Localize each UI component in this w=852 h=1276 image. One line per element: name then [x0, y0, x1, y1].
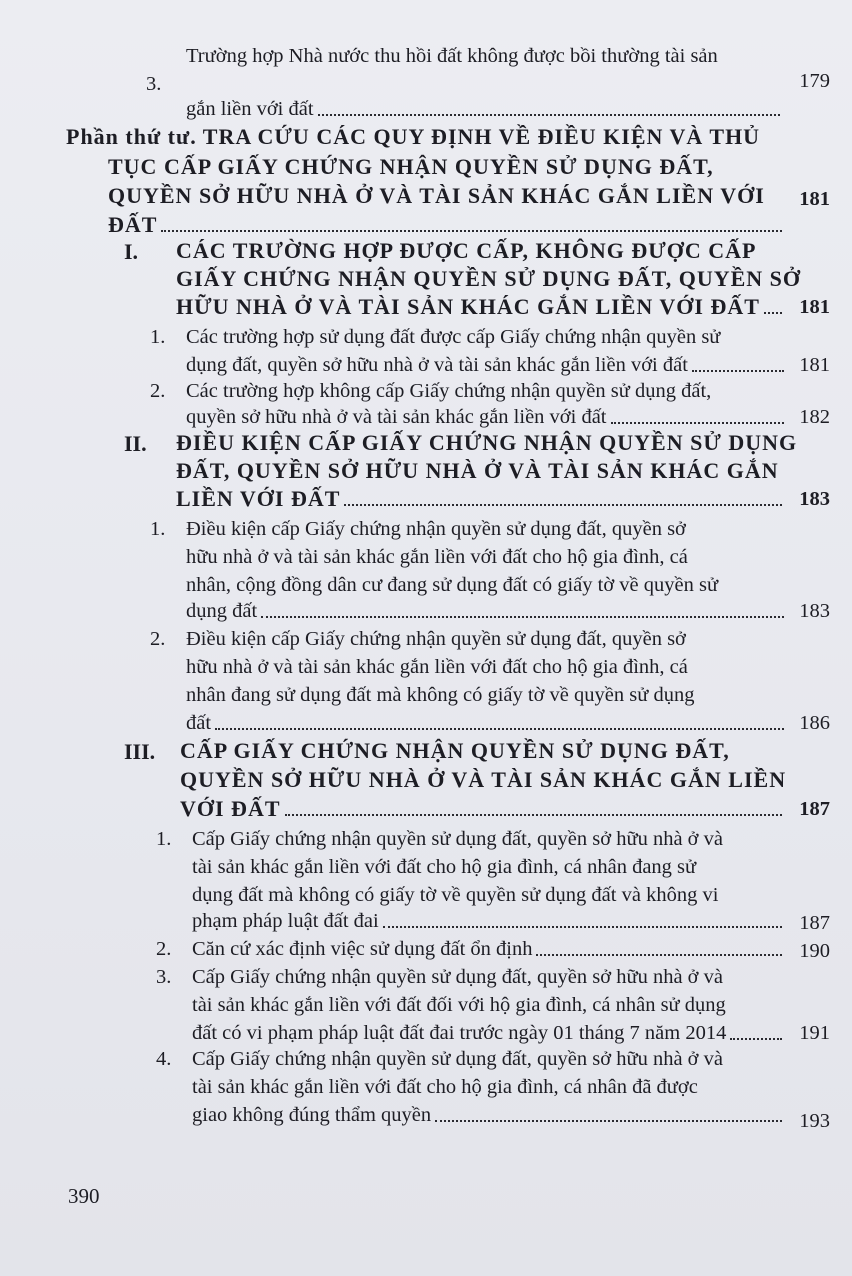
leader-dots [435, 1120, 782, 1122]
leader-dots [730, 1038, 782, 1040]
entry-line: Các trường hợp không cấp Giấy chứng nhận quyền sử dụng đất, [186, 380, 712, 402]
page-ref: 181 [799, 354, 830, 376]
page-ref: 190 [799, 940, 830, 962]
page-ref: 187 [799, 798, 830, 820]
entry-line-last: dụng đất, quyền sở hữu nhà ở và tài sản khác gắn liền với đất [186, 352, 790, 378]
page-number: 390 [68, 1184, 100, 1208]
page-ref: 187 [799, 912, 830, 934]
page-ref: 183 [799, 600, 830, 622]
entry-line: tài sản khác gắn liền với đất đối với hộ gia đình, cá nhân sử dụng [192, 994, 726, 1016]
section-line: ĐIỀU KIỆN CẤP GIẤY CHỨNG NHẬN QUYỀN SỬ DỤNG [176, 430, 798, 455]
leader-dots [318, 114, 780, 116]
entry-number: 3. [146, 73, 162, 95]
entry-number: 2. [150, 628, 166, 650]
part-line-last: ĐẤT [108, 212, 788, 238]
entry-line: Cấp Giấy chứng nhận quyền sử dụng đất, quyền sở hữu nhà ở và [192, 828, 723, 850]
leader-dots [161, 230, 782, 232]
entry-line-last: dụng đất [186, 598, 790, 624]
entry-number: 3. [156, 966, 172, 988]
section-line: CẤP GIẤY CHỨNG NHẬN QUYỀN SỬ DỤNG ĐẤT, [180, 738, 730, 763]
leader-dots [344, 504, 782, 506]
entry-line: Các trường hợp sử dụng đất được cấp Giấy chứng nhận quyền sử [186, 326, 721, 348]
page-ref: 193 [799, 1110, 830, 1132]
part-line: QUYỀN SỞ HỮU NHÀ Ở VÀ TÀI SẢN KHÁC GẮN LIỀN VỚI [108, 183, 765, 208]
leader-dots [611, 422, 784, 424]
section-line: CÁC TRƯỜNG HỢP ĐƯỢC CẤP, KHÔNG ĐƯỢC CẤP [176, 238, 757, 263]
page-ref: 186 [799, 712, 830, 734]
entry-line: Cấp Giấy chứng nhận quyền sử dụng đất, quyền sở hữu nhà ở và [192, 1048, 723, 1070]
section-line: QUYỀN SỞ HỮU NHÀ Ở VÀ TÀI SẢN KHÁC GẮN LIỀN [180, 767, 787, 792]
leader-dots [261, 616, 784, 618]
leader-dots [285, 814, 782, 816]
entry-line-last: quyền sở hữu nhà ở và tài sản khác gắn liền với đất [186, 404, 790, 430]
entry-line: Cấp Giấy chứng nhận quyền sử dụng đất, quyền sở hữu nhà ở và [192, 966, 723, 988]
part-line: Phần thứ tư. TRA CỨU CÁC QUY ĐỊNH VỀ ĐIỀU KIỆN VÀ THỦ [66, 124, 761, 149]
section-line: GIẤY CHỨNG NHẬN QUYỀN SỬ DỤNG ĐẤT, QUYỀN SỞ [176, 266, 802, 291]
entry-number: 1. [150, 326, 166, 348]
entry-line: nhân đang sử dụng đất mà không có giấy tờ về quyền sử dụng [186, 684, 695, 706]
entry-line: Điều kiện cấp Giấy chứng nhận quyền sử dụng đất, quyền sở [186, 628, 686, 650]
entry-line: nhân, cộng đồng dân cư đang sử dụng đất có giấy tờ về quyền sử [186, 574, 719, 596]
page-ref: 191 [799, 1022, 830, 1044]
entry-line: tài sản khác gắn liền với đất cho hộ gia đình, cá nhân đã được [192, 1076, 698, 1098]
part-line: TỤC CẤP GIẤY CHỨNG NHẬN QUYỀN SỬ DỤNG ĐẤT, [108, 154, 714, 179]
leader-dots [692, 370, 784, 372]
section-line-last: VỚI ĐẤT [180, 796, 788, 822]
page-ref: 181 [799, 188, 830, 210]
entry-number: 1. [156, 828, 172, 850]
leader-dots [383, 926, 782, 928]
entry-number: 2. [150, 380, 166, 402]
section-line-last: HỮU NHÀ Ở VÀ TÀI SẢN KHÁC GẮN LIỀN VỚI ĐẤT [176, 294, 788, 320]
leader-dots [215, 728, 784, 730]
entry-line: tài sản khác gắn liền với đất cho hộ gia đình, cá nhân đang sử [192, 856, 697, 878]
entry-number: 2. [156, 938, 172, 960]
page-ref: 182 [799, 406, 830, 428]
section-line-last: LIỀN VỚI ĐẤT [176, 486, 788, 512]
entry-line: hữu nhà ở và tài sản khác gắn liền với đất cho hộ gia đình, cá [186, 546, 688, 568]
entry-line: dụng đất mà không có giấy tờ về quyền sử dụng đất và không vi [192, 884, 719, 906]
leader-dots [764, 312, 782, 314]
entry-line-last: gắn liền với đất [186, 96, 786, 122]
entry-number: 4. [156, 1048, 172, 1070]
entry-line-last: đất [186, 710, 790, 736]
entry-line: Điều kiện cấp Giấy chứng nhận quyền sử dụng đất, quyền sở [186, 518, 686, 540]
entry-line: hữu nhà ở và tài sản khác gắn liền với đất cho hộ gia đình, cá [186, 656, 688, 678]
section-number: III. [124, 739, 156, 764]
page-ref: 181 [799, 296, 830, 318]
entry-line-last: giao không đúng thẩm quyền [192, 1102, 788, 1128]
entry-line-last: phạm pháp luật đất đai [192, 908, 788, 934]
leader-dots [536, 954, 782, 956]
section-number: II. [124, 431, 147, 456]
section-line: ĐẤT, QUYỀN SỞ HỮU NHÀ Ở VÀ TÀI SẢN KHÁC GẮN [176, 458, 779, 483]
entry-line: Trường hợp Nhà nước thu hồi đất không được bồi thường tài sản [186, 45, 718, 67]
page-ref: 183 [799, 488, 830, 510]
entry-line-last: đất có vi phạm pháp luật đất đai trước ngày 01 tháng 7 năm 2014 [192, 1020, 788, 1046]
page-ref: 179 [799, 70, 830, 92]
entry-line-last: Căn cứ xác định việc sử dụng đất ổn định [192, 936, 788, 962]
section-number: I. [124, 239, 139, 264]
entry-number: 1. [150, 518, 166, 540]
